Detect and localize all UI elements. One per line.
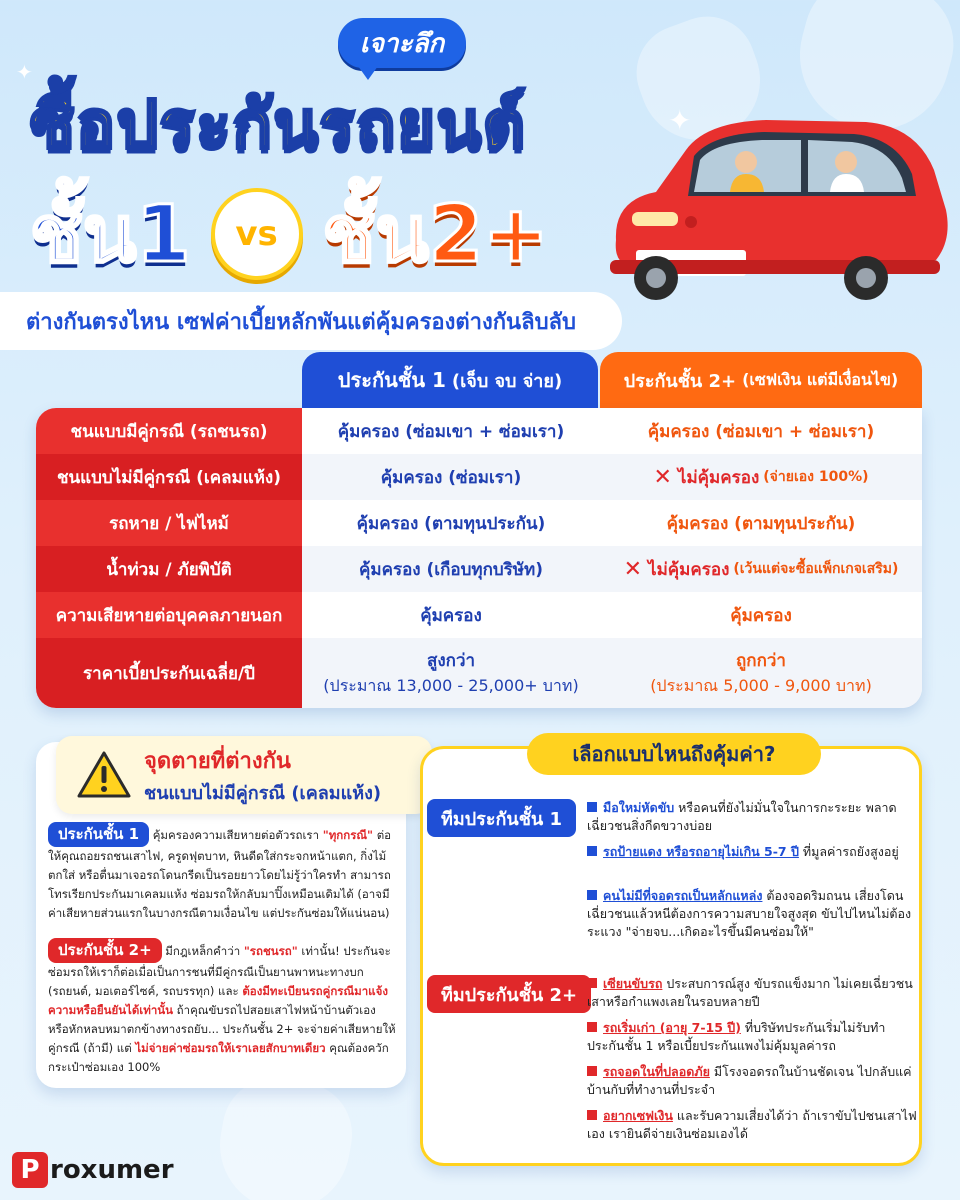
bullet-highlight: เซียนขับรถ <box>603 976 663 991</box>
team1-bullet <box>587 843 917 861</box>
row-label: ราคาเบี้ยประกันเฉลี่ย/ปี <box>36 638 302 708</box>
class2-cell <box>600 546 922 592</box>
class2-highlight-1: "รถชนรถ" <box>243 944 298 958</box>
bullet-square-icon <box>587 890 597 900</box>
subtitle-bar: ต่างกันตรงไหน เซฟค่าเบี้ยหลักพันแต่คุ้มครองต่างกันลิบลับ <box>0 292 622 350</box>
class1-pill: ประกันชั้น 1 <box>48 822 149 847</box>
bullet-text: ที่บริษัทประกันเริ่มไม่รับทำประกันชั้น 1 หรือเบี้ยประกันแพงไม่คุ้มมูลค่ารถ <box>587 1020 886 1053</box>
bullet-highlight: มือใหม่หัดขับ <box>603 800 675 815</box>
table-body <box>36 408 922 708</box>
warning-icon <box>76 750 132 800</box>
bullet-highlight: อยากเซฟเงิน <box>603 1108 673 1123</box>
column-header-class1-title: ประกันชั้น 1 <box>337 368 446 392</box>
row-label: รถหาย / ไฟไหม้ <box>36 500 302 546</box>
class2-cell: คุ้มครอง (ตามทุนประกัน) <box>600 500 922 546</box>
team2-bullet <box>587 1063 917 1099</box>
column-header-class1 <box>302 352 598 408</box>
class1-text-a: คุ้มครองความเสียหายต่อตัวรถเรา <box>152 828 323 842</box>
bullet-square-icon <box>587 802 597 812</box>
price-range: (ประมาณ 5,000 - 9,000 บาท) <box>650 676 872 695</box>
class2-cell <box>600 454 922 500</box>
table-row <box>36 500 922 546</box>
not-covered-text: ไม่คุ้มครอง <box>648 559 730 580</box>
bullet-square-icon <box>587 846 597 856</box>
class2-highlight-2: ต้องมีทะเบียนรถคู่กรณีมาแจ้งความหรือยืนยันได้เท่านั้น <box>48 984 388 1017</box>
bullet-square-icon <box>587 978 597 988</box>
bullet-highlight: รถป้ายแดง หรือรถอายุไม่เกิน 5-7 ปี <box>603 844 799 859</box>
price-level: ถูกกว่า <box>736 651 786 671</box>
class2-cell <box>600 638 922 708</box>
team1-bullet <box>587 799 917 835</box>
car-illustration <box>596 100 952 300</box>
bullet-highlight: รถเริ่มเก่า (อายุ 7-15 ปี) <box>603 1020 741 1035</box>
class2-cell-note: (เว้นแต่จะซื้อแพ็กเกจเสริม) <box>733 561 899 577</box>
dry-claim-card-header <box>56 736 432 814</box>
which-to-choose-title: เลือกแบบไหนถึงคุ้มค่า? <box>527 733 821 775</box>
class1-cell: คุ้มครอง (ซ่อมเรา) <box>302 454 600 500</box>
class2-text-c: ถ้าคุณขับรถไปสอยเสาไฟหน้าบ้านตัวเอง หรือหักหลบหมาตกข้างทางรถยับ... ประกันชั้น 2+ จะจ่ายค่าเสียหายให้คู่กรณี (ถ้ามี) แต่ <box>48 1003 396 1055</box>
row-label: ชนแบบไม่มีคู่กรณี (เคลมแห้ง) <box>36 454 302 500</box>
column-header-class1-note: (เจ็บ จบ จ่าย) <box>451 370 563 392</box>
not-covered-text: ไม่คุ้มครอง <box>677 467 760 488</box>
row-label: ความเสียหายต่อบุคคลภายนอก <box>36 592 302 638</box>
class1-cell: คุ้มครอง <box>302 592 600 638</box>
class1-text-b: ต่อให้คุณถอยรถชนเสาไฟ, ครูดฟุตบาท, หินดีดใส่กระจกหน้าแตก, กิ่งไม้ตกใส่ หรือตื่นมาเจอรถโดนกรีดเป็นรอยยาวโดยไม่รู้ว่าใครทำ สามารถโทรเรียกประกันมาเคลมแห้ง ซ่อมรถให้กลับมาปิ๊งเหมือนเดิมได้ (อาจมีค่าเสียหายส่วนแรกในบางกรณีตามเงื่อนไข แต่ประกันซ่อมให้แน่นอน) <box>48 828 392 920</box>
class1-cell <box>302 638 600 708</box>
background-shield-shape <box>210 1070 361 1200</box>
price-range: (ประมาณ 13,000 - 25,000+ บาท) <box>323 676 579 695</box>
class2-pill: ประกันชั้น 2+ <box>48 938 162 963</box>
table-row <box>36 592 922 638</box>
class2-cell: คุ้มครอง (ซ่อมเขา + ซ่อมเรา) <box>600 408 922 454</box>
team1-bullet <box>587 887 917 941</box>
proxumer-logo[interactable] <box>12 1152 174 1188</box>
cross-icon: ✕ <box>623 556 643 582</box>
class1-heading: ชั้น1 <box>30 190 191 280</box>
table-row <box>36 454 922 500</box>
deep-dive-tag: เจาะลึก <box>338 18 466 68</box>
class-versus-row <box>30 172 548 296</box>
bullet-text: ต้องจอดริมถนน เสี่ยงโดนเฉี่ยวชนแล้วหนีต้องการความสบายใจสูงสุด ขับไปไหนไม่ต้องระแวง "จ่ายจบ...เกิดอะไรขึ้นมีคนซ่อมให้" <box>587 888 912 939</box>
class1-highlight: "ทุกกรณี" <box>322 828 374 842</box>
price-level: สูงกว่า <box>426 651 476 671</box>
team2-bullet <box>587 1019 917 1055</box>
team-class1-pill: ทีมประกันชั้น 1 <box>427 799 576 837</box>
page-title: ซื้อประกันรถยนต์ <box>30 86 527 163</box>
class2-text-b: เท่านั้น! ประกันจะซ่อมรถให้เราก็ต่อเมื่อเป็นการชนที่มีคู่กรณีเป็นยานพาหนะทางบก (รถยนต์, มอเตอร์ไซค์, รถบรรทุก) และ <box>48 944 391 998</box>
bullet-text: และรับความเสี่ยงได้ว่า ถ้าเราขับไปชนเสาไฟเอง เรายินดีจ่ายเงินซ่อมเองได้ <box>587 1108 917 1141</box>
comparison-table <box>36 352 922 712</box>
class2-heading: ชั้น2+ <box>322 190 549 280</box>
column-header-class2-note: (เซฟเงิน แต่มีเงื่อนไข) <box>742 369 899 389</box>
which-to-choose-card <box>420 742 922 1166</box>
bullet-square-icon <box>587 1066 597 1076</box>
vs-badge: vs <box>211 188 303 280</box>
bullet-text: ที่มูลค่ารถยังสูงอยู่ <box>798 844 899 859</box>
class2-explanation <box>48 938 400 1077</box>
class1-cell: คุ้มครอง (ตามทุนประกัน) <box>302 500 600 546</box>
class1-explanation <box>48 822 400 923</box>
team-class2-pill: ทีมประกันชั้น 2+ <box>427 975 591 1013</box>
bullet-highlight: คนไม่มีที่จอดรถเป็นหลักแหล่ง <box>603 888 763 903</box>
class1-cell: คุ้มครอง (ซ่อมเขา + ซ่อมเรา) <box>302 408 600 454</box>
cross-icon: ✕ <box>653 464 672 490</box>
row-label: น้ำท่วม / ภัยพิบัติ <box>36 546 302 592</box>
table-row <box>36 638 922 708</box>
row-label: ชนแบบมีคู่กรณี (รถชนรถ) <box>36 408 302 454</box>
class1-cell: คุ้มครอง (เกือบทุกบริษัท) <box>302 546 600 592</box>
logo-text: roxumer <box>50 1155 174 1185</box>
bullet-text: หรือคนที่ยังไม่มั่นใจในการกะระยะ พลาดเฉี่ยวชนสิ่งกีดขวางบ่อย <box>587 800 897 833</box>
dry-claim-card <box>36 742 406 1088</box>
table-row <box>36 408 922 454</box>
bullet-highlight: รถจอดในที่ปลอดภัย <box>603 1064 710 1079</box>
bullet-square-icon <box>587 1110 597 1120</box>
bullet-text: ประสบการณ์สูง ขับรถแข็งมาก ไม่เคยเฉี่ยวชนเสาหรือกำแพงเลยในรอบหลายปี <box>587 976 913 1009</box>
sparkle-icon: ✦ <box>16 60 33 84</box>
table-row <box>36 546 922 592</box>
column-header-class2 <box>600 352 922 408</box>
column-header-class2-title: ประกันชั้น 2+ <box>623 370 737 392</box>
class2-cell-note: (จ่ายเอง 100%) <box>763 469 869 485</box>
dry-claim-card-title: จุดตายที่ต่างกัน <box>144 749 291 774</box>
class2-highlight-3: ไม่จ่ายค่าซ่อมรถให้เราเลยสักบาทเดียว <box>135 1041 326 1055</box>
team2-bullet <box>587 1107 917 1143</box>
class2-cell: คุ้มครอง <box>600 592 922 638</box>
sparkle-icon: ✦ <box>668 104 692 137</box>
dry-claim-card-subtitle: ชนแบบไม่มีคู่กรณี (เคลมแห้ง) <box>144 783 382 804</box>
dry-claim-card-titles <box>144 743 381 807</box>
bullet-square-icon <box>587 1022 597 1032</box>
class2-text-d: คุณต้องควักกระเป๋าซ่อมเอง 100% <box>48 1041 389 1074</box>
class2-text-a: มีกฎเหล็กคำว่า <box>165 944 244 958</box>
bullet-text: มีโรงจอดรถในบ้านชัดเจน ไปกลับแค่บ้านกับที่ทำงานที่ประจำ <box>587 1064 912 1097</box>
team2-bullet <box>587 975 917 1011</box>
logo-mark: P <box>12 1152 48 1188</box>
